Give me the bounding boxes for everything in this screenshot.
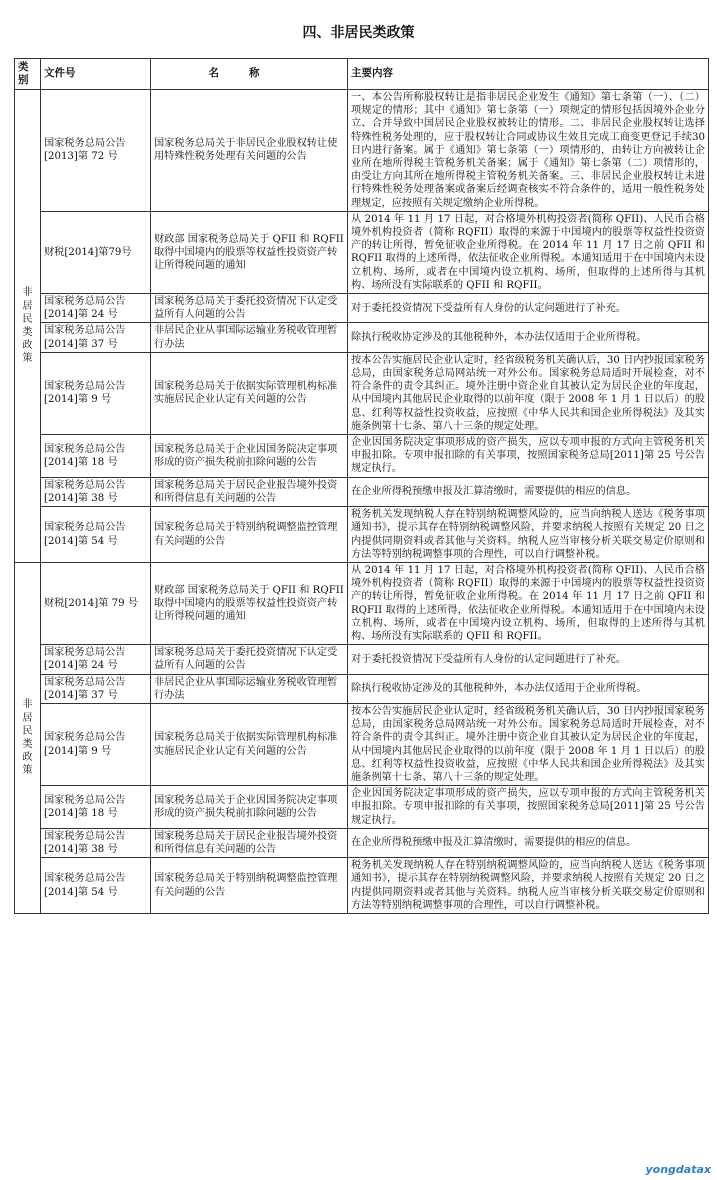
name-cell: 国家税务总局关于居民企业报告境外投资和所得信息有关问题的公告 bbox=[151, 828, 348, 857]
doc-no-cell: 财税[2014]第79号 bbox=[41, 211, 151, 293]
table-row bbox=[15, 674, 709, 703]
category-label: 非居民类政策 bbox=[22, 287, 33, 365]
content-cell: 对于委托投资情况下受益所有人身份的认定问题进行了补充。 bbox=[348, 645, 709, 674]
table-row bbox=[15, 562, 709, 644]
doc-no-cell: 国家税务总局公告[2014]第 9 号 bbox=[41, 352, 151, 434]
name-cell: 非居民企业从事国际运输业务税收管理暂行办法 bbox=[151, 674, 348, 703]
table-row bbox=[15, 703, 709, 785]
watermark: yongdatax bbox=[645, 1163, 711, 1176]
table-row bbox=[15, 211, 709, 293]
name-cell: 国家税务总局关于非居民企业股权转让使用特殊性税务处理有关问题的公告 bbox=[151, 90, 348, 212]
content-cell: 按本公告实施居民企业认定时，经省级税务机关确认后，30 日内抄报国家税务总局，由国家税务总局网站统一对外公布。国家税务总局适时开展检查，对不符合条件的责令其纠正。境外注册中资企业自其被认定为居民企业的年度起，从中国境内其他居民企业取得的以前年度（限于 2008 年 1 月 1 日以后）的股息、红利等权益性投资收益，应按照《中华人民共和国企业所得税法》及其实施条例第十七条、第八十三条的规定处理。 bbox=[348, 352, 709, 434]
name-cell: 国家税务总局关于企业因国务院决定事项形成的资产损失税前扣除问题的公告 bbox=[151, 435, 348, 478]
content-cell: 除执行税收协定涉及的其他税种外，本办法仅适用于企业所得税。 bbox=[348, 323, 709, 352]
name-cell: 国家税务总局关于特别纳税调整监控管理有关问题的公告 bbox=[151, 507, 348, 563]
doc-no-cell: 国家税务总局公告[2014]第 54 号 bbox=[41, 858, 151, 914]
name-cell: 财政部 国家税务总局关于 QFII 和 RQFII 取得中国境内的股票等权益性投资资产转让所得税问题的通知 bbox=[151, 211, 348, 293]
table-row bbox=[15, 294, 709, 323]
table-row bbox=[15, 90, 709, 212]
doc-no-cell: 国家税务总局公告[2014]第 24 号 bbox=[41, 645, 151, 674]
doc-no-cell: 国家税务总局公告[2014]第 24 号 bbox=[41, 294, 151, 323]
header-content: 主要内容 bbox=[348, 59, 709, 90]
content-cell: 一、本公告所称股权转让是指非居民企业发生《通知》第七条第（一）、（二）项规定的情形；其中《通知》第七条第（一）项规定的情形包括因境外企业分立、合并导致中国居民企业股权被转让的情形。二、非居民企业股权转让选择特殊性税务处理的，应于股权转让合同或协议生效且完成工商变更登记手续30日内进行备案。属于《通知》第七条第（一）项情形的，由转让方向被转让企业所在地所得税主管税务机关备案；属于《通知》第七条第（二）项情形的，由受让方向其所在地所得税主管税务机关备案。三、非居民企业股权转让未进行特殊性税务处理备案或备案后经调查核实不符合条件的，适用一般性税务处理规定，应按照有关规定缴纳企业所得税。 bbox=[348, 90, 709, 212]
table-row bbox=[15, 507, 709, 563]
name-cell: 国家税务总局关于委托投资情况下认定受益所有人问题的公告 bbox=[151, 645, 348, 674]
name-cell: 国家税务总局关于委托投资情况下认定受益所有人问题的公告 bbox=[151, 294, 348, 323]
table-row bbox=[15, 323, 709, 352]
table-row bbox=[15, 858, 709, 914]
doc-no-cell: 国家税务总局公告[2014]第 9 号 bbox=[41, 703, 151, 785]
table-row bbox=[15, 786, 709, 829]
doc-no-cell: 财税[2014]第 79 号 bbox=[41, 562, 151, 644]
content-cell: 税务机关发现纳税人存在特别纳税调整风险的，应当向纳税人送达《税务事项通知书》，提示其存在特别纳税调整风险，并要求纳税人按照有关规定 20 日之内提供同期资料或者其他与关资料。纳税人应当审核分析关联交易定价原则和方法等特别纳税调整事项的合理性，可以自行调整补税。 bbox=[348, 858, 709, 914]
header-doc-no: 文件号 bbox=[41, 59, 151, 90]
content-cell: 在企业所得税预缴申报及汇算清缴时，需要提供的相应的信息。 bbox=[348, 828, 709, 857]
name-cell: 国家税务总局关于居民企业报告境外投资和所得信息有关问题的公告 bbox=[151, 477, 348, 506]
table-row bbox=[15, 828, 709, 857]
name-cell: 国家税务总局关于依据实际管理机构标准实施居民企业认定有关问题的公告 bbox=[151, 703, 348, 785]
doc-no-cell: 国家税务总局公告[2014]第 18 号 bbox=[41, 786, 151, 829]
content-cell: 从 2014 年 11 月 17 日起，对合格境外机构投资者(简称 QFII)、人民币合格境外机构投资者（简称 RQFII）取得的来源于中国境内的股票等权益性投资资产的转让所得，暂免征收企业所得税。在 2014 年 11 月 17 日之前 QFII 和 RQFII 取得的上述所得，依法征收企业所得税。本通知适用于在中国境内未设立机构、场所，或者在中国境内设立机构、场所，但取得的上述所得与其机构、场所没有实际联系的 QFII 和 RQFII。 bbox=[348, 211, 709, 293]
content-cell: 企业因国务院决定事项形成的资产损失，应以专项申报的方式向主管税务机关申报扣除。专项申报扣除的有关事项，按照国家税务总局[2011]第 25 号公告规定执行。 bbox=[348, 786, 709, 829]
content-cell: 税务机关发现纳税人存在特别纳税调整风险的，应当向纳税人送达《税务事项通知书》，提示其存在特别纳税调整风险，并要求纳税人按照有关规定 20 日之内提供同期资料或者其他与关资料。纳税人应当审核分析关联交易定价原则和方法等特别纳税调整事项的合理性，可以自行调整补税。 bbox=[348, 507, 709, 563]
category-cell bbox=[15, 90, 41, 563]
table-row bbox=[15, 435, 709, 478]
table-body bbox=[15, 90, 709, 914]
content-cell: 从 2014 年 11 月 17 日起，对合格境外机构投资者(简称 QFII)、人民币合格境外机构投资者（简称 RQFII）取得的来源于中国境内的股票等权益性投资资产的转让所得，暂免征收企业所得税。在 2014 年 11 月 17 日之前 QFII 和 RQFII 取得的上述所得，依法征收企业所得税。本通知适用于在中国境内未设立机构、场所，或者在中国境内设立机构、场所，但取得的上述所得与其机构、场所没有实际联系的 QFII 和 RQFII。 bbox=[348, 562, 709, 644]
content-cell: 按本公告实施居民企业认定时，经省级税务机关确认后，30 日内抄报国家税务总局，由国家税务总局网站统一对外公布。国家税务总局适时开展检查，对不符合条件的责令其纠正。境外注册中资企业自其被认定为居民企业的年度起，从中国境内其他居民企业取得的以前年度（限于 2008 年 1 月 1 日以后）的股息、红利等权益性投资收益，应按照《中华人民共和国企业所得税法》及其实施条例第十七条、第八十三条的规定处理。 bbox=[348, 703, 709, 785]
table-row bbox=[15, 477, 709, 506]
name-cell: 国家税务总局关于依据实际管理机构标准实施居民企业认定有关问题的公告 bbox=[151, 352, 348, 434]
doc-no-cell: 国家税务总局公告[2014]第 37 号 bbox=[41, 674, 151, 703]
doc-no-cell: 国家税务总局公告[2014]第 54 号 bbox=[41, 507, 151, 563]
content-cell: 对于委托投资情况下受益所有人身份的认定问题进行了补充。 bbox=[348, 294, 709, 323]
page-title: 四、非居民类政策 bbox=[302, 25, 415, 41]
category-label: 非居民类政策 bbox=[22, 699, 33, 777]
table-row bbox=[15, 352, 709, 434]
name-cell: 国家税务总局关于企业因国务院决定事项形成的资产损失税前扣除问题的公告 bbox=[151, 786, 348, 829]
name-cell: 财政部 国家税务总局关于 QFII 和 RQFII 取得中国境内的股票等权益性投资资产转让所得税问题的通知 bbox=[151, 562, 348, 644]
header-name: 名称 bbox=[151, 59, 348, 90]
table-header-row bbox=[15, 59, 709, 90]
name-cell: 非居民企业从事国际运输业务税收管理暂行办法 bbox=[151, 323, 348, 352]
name-cell: 国家税务总局关于特别纳税调整监控管理有关问题的公告 bbox=[151, 858, 348, 914]
doc-no-cell: 国家税务总局公告[2013]第 72 号 bbox=[41, 90, 151, 212]
header-category: 类别 bbox=[15, 59, 41, 90]
doc-no-cell: 国家税务总局公告[2014]第 18 号 bbox=[41, 435, 151, 478]
policy-table bbox=[14, 58, 709, 914]
doc-no-cell: 国家税务总局公告[2014]第 38 号 bbox=[41, 828, 151, 857]
category-cell bbox=[15, 562, 41, 913]
content-cell: 在企业所得税预缴申报及汇算清缴时，需要提供的相应的信息。 bbox=[348, 477, 709, 506]
table-row bbox=[15, 645, 709, 674]
doc-no-cell: 国家税务总局公告[2014]第 38 号 bbox=[41, 477, 151, 506]
content-cell: 企业因国务院决定事项形成的资产损失，应以专项申报的方式向主管税务机关申报扣除。专项申报扣除的有关事项，按照国家税务总局[2011]第 25 号公告规定执行。 bbox=[348, 435, 709, 478]
content-cell: 除执行税收协定涉及的其他税种外，本办法仅适用于企业所得税。 bbox=[348, 674, 709, 703]
doc-no-cell: 国家税务总局公告[2014]第 37 号 bbox=[41, 323, 151, 352]
